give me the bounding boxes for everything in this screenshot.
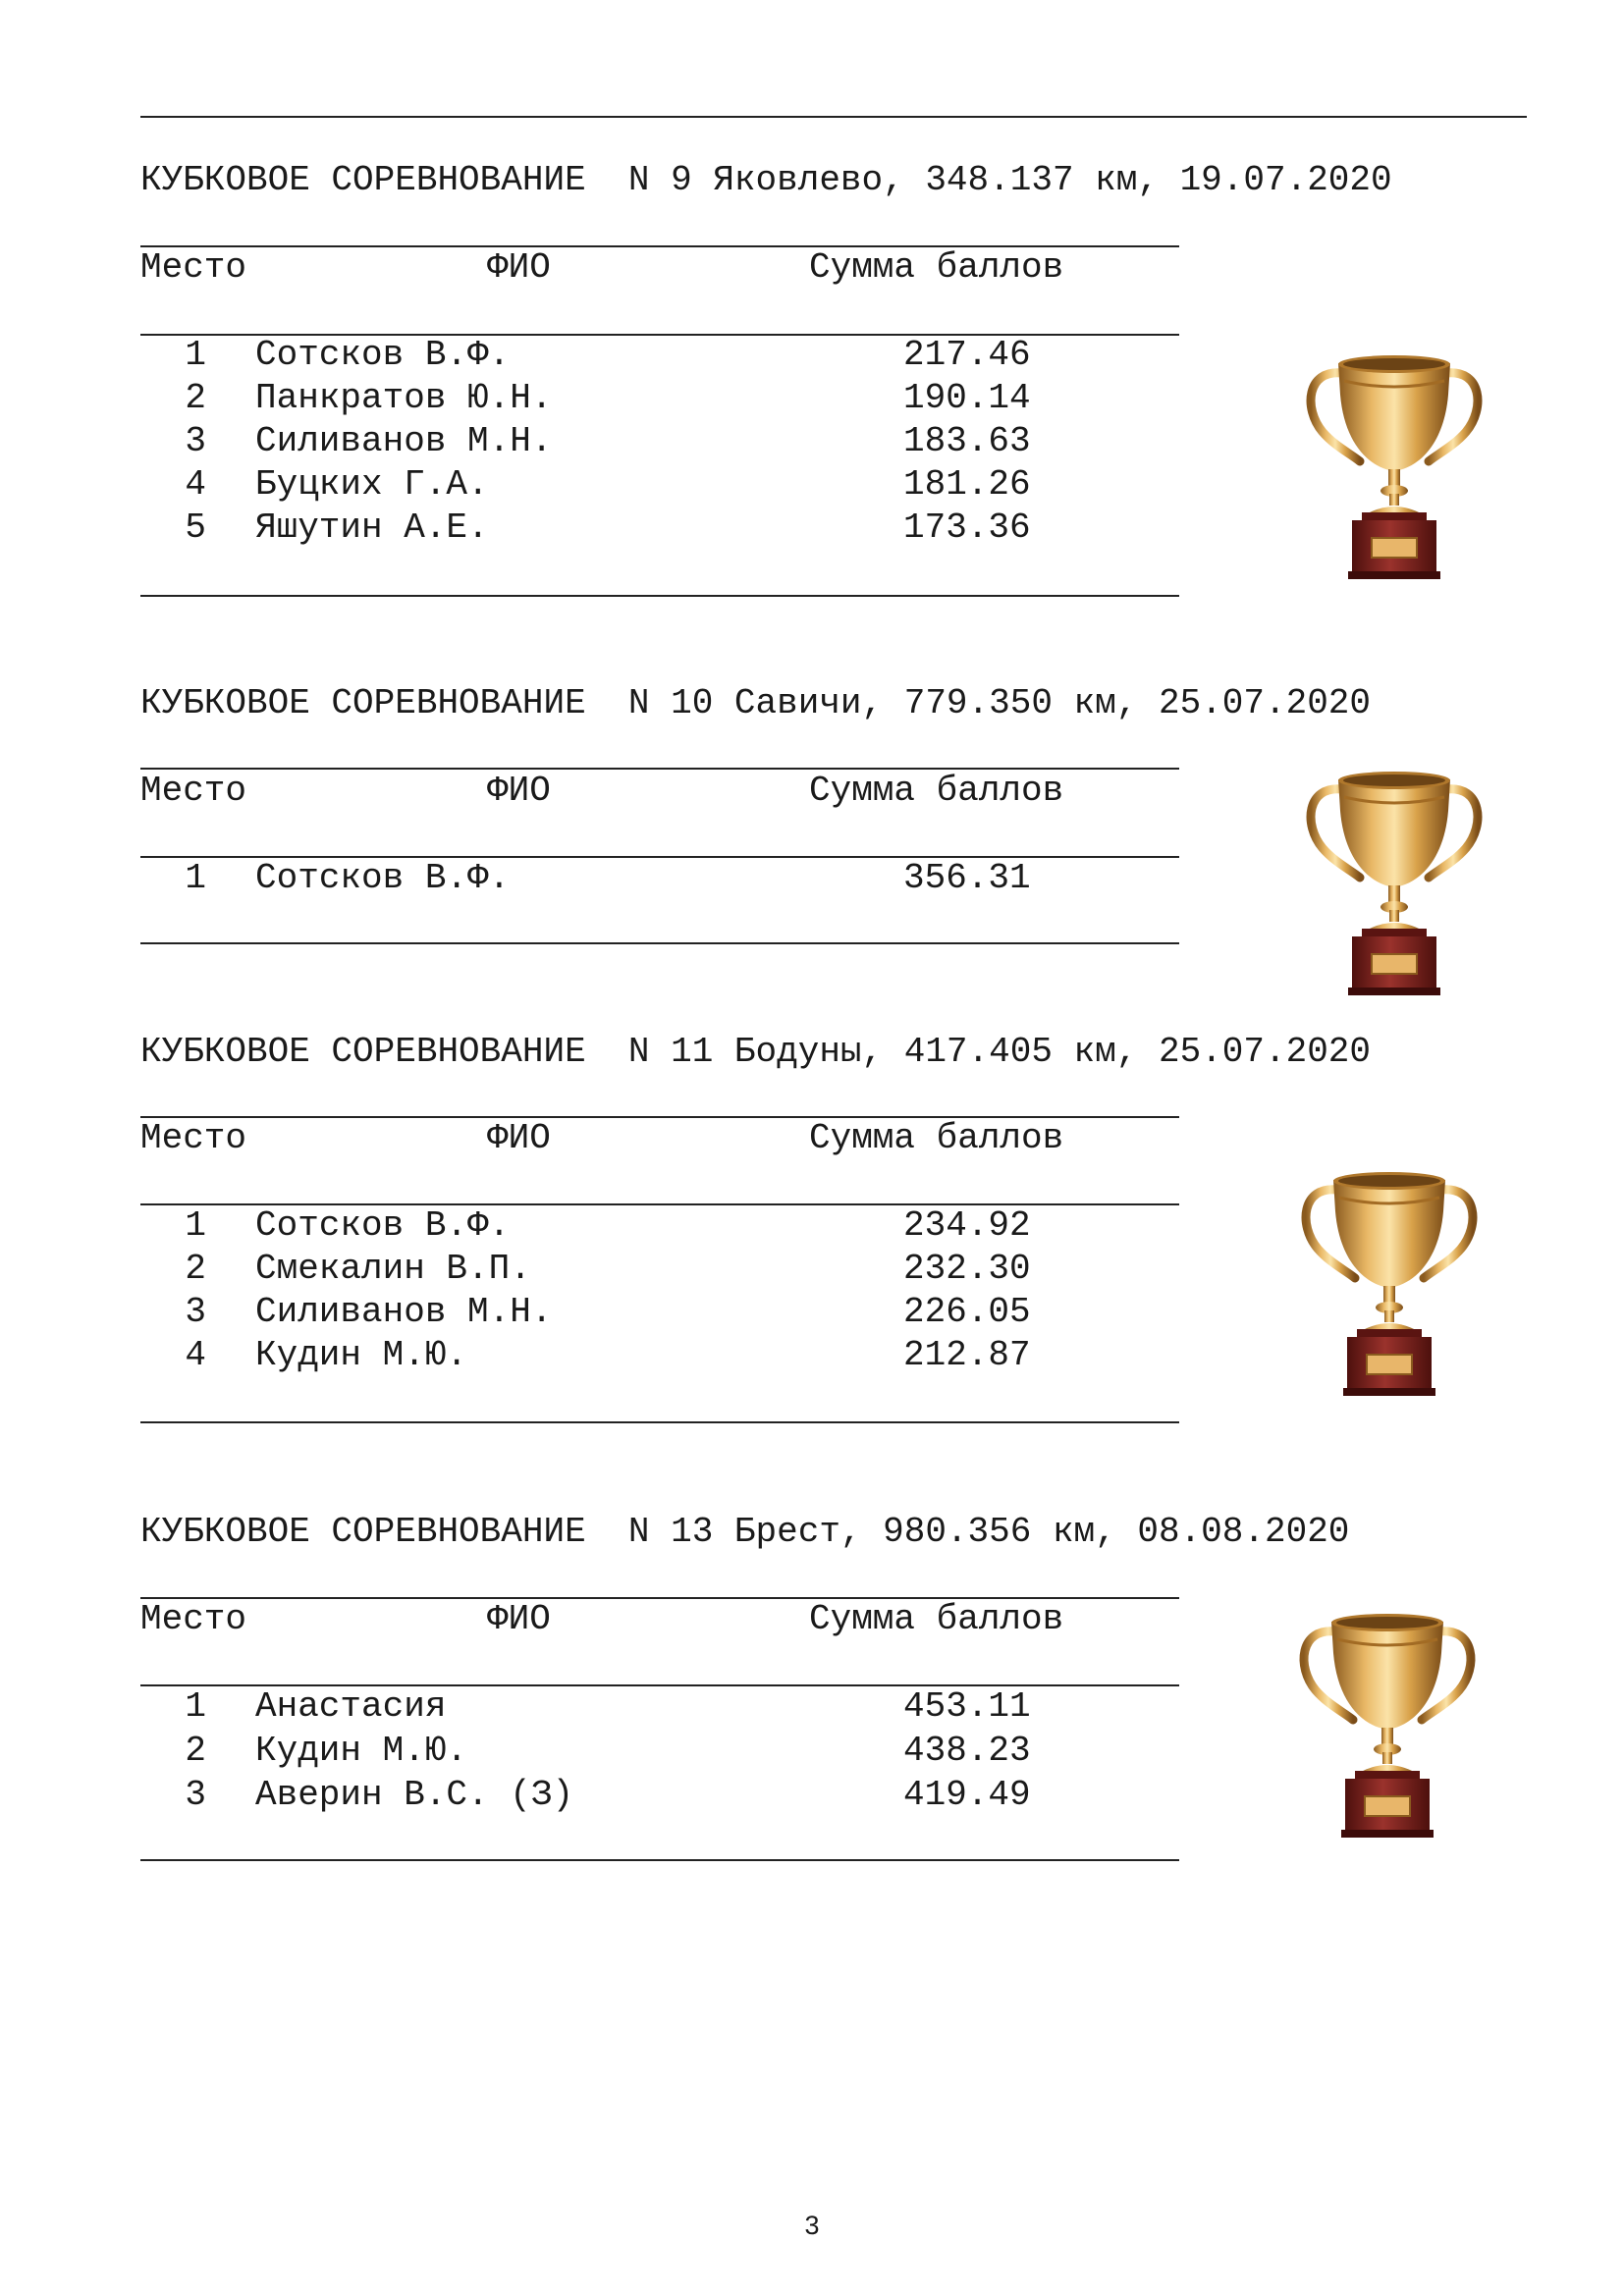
row-place: 2 (185, 378, 206, 418)
page-number: 3 (804, 2211, 820, 2240)
row-score: 181.26 (903, 464, 1031, 505)
column-header-place: Место (140, 247, 247, 288)
row-name: Панкратов Ю.Н. (255, 378, 553, 418)
row-score: 234.92 (903, 1205, 1031, 1246)
column-header-fio: ФИО (487, 247, 551, 288)
row-name: Силиванов М.Н. (255, 1292, 553, 1332)
column-header-fio: ФИО (487, 1118, 551, 1158)
row-score: 226.05 (903, 1292, 1031, 1332)
trophy-cup-icon (1296, 1168, 1483, 1398)
row-name: Смекалин В.П. (255, 1249, 531, 1289)
row-score: 419.49 (903, 1775, 1031, 1815)
trophy-cup-icon (1301, 768, 1488, 997)
top-divider (140, 116, 1527, 118)
row-score: 356.31 (903, 858, 1031, 898)
table-bottom-rule (140, 942, 1179, 944)
trophy-cup-icon (1301, 351, 1488, 581)
column-header-fio: ФИО (487, 771, 551, 811)
row-name: Сотсков В.Ф. (255, 858, 511, 898)
row-place: 4 (185, 1335, 206, 1375)
column-header-place: Место (140, 1118, 247, 1158)
row-score: 232.30 (903, 1249, 1031, 1289)
row-score: 212.87 (903, 1335, 1031, 1375)
row-name: Силиванов М.Н. (255, 421, 553, 461)
row-name: Анастасия (255, 1686, 447, 1727)
row-place: 4 (185, 464, 206, 505)
row-name: Буцких Г.А. (255, 464, 489, 505)
table-top-rule (140, 768, 1179, 770)
row-score: 438.23 (903, 1731, 1031, 1771)
competition-title: КУБКОВОЕ СОРЕВНОВАНИЕ N 13 Брест, 980.356 км, 08.08.2020 (140, 1512, 1350, 1552)
row-place: 5 (185, 507, 206, 548)
row-name: Аверин В.С. (З) (255, 1775, 574, 1815)
row-name: Сотсков В.Ф. (255, 335, 511, 375)
row-place: 1 (185, 858, 206, 898)
column-header-place: Место (140, 1599, 247, 1639)
row-place: 3 (185, 1775, 206, 1815)
row-score: 190.14 (903, 378, 1031, 418)
row-place: 1 (185, 335, 206, 375)
row-score: 453.11 (903, 1686, 1031, 1727)
table-bottom-rule (140, 595, 1179, 597)
row-place: 3 (185, 1292, 206, 1332)
row-name: Кудин М.Ю. (255, 1731, 468, 1771)
competition-title: КУБКОВОЕ СОРЕВНОВАНИЕ N 10 Савичи, 779.350 км, 25.07.2020 (140, 683, 1372, 723)
row-score: 173.36 (903, 507, 1031, 548)
competition-title: КУБКОВОЕ СОРЕВНОВАНИЕ N 11 Бодуны, 417.405 км, 25.07.2020 (140, 1032, 1372, 1072)
row-place: 3 (185, 421, 206, 461)
competition-title: КУБКОВОЕ СОРЕВНОВАНИЕ N 9 Яковлево, 348.137 км, 19.07.2020 (140, 160, 1392, 200)
table-bottom-rule (140, 1421, 1179, 1423)
row-score: 217.46 (903, 335, 1031, 375)
column-header-place: Место (140, 771, 247, 811)
row-score: 183.63 (903, 421, 1031, 461)
row-name: Яшутин А.Е. (255, 507, 489, 548)
column-header-fio: ФИО (487, 1599, 551, 1639)
column-header-sum: Сумма баллов (809, 1599, 1064, 1639)
row-name: Кудин М.Ю. (255, 1335, 468, 1375)
column-header-sum: Сумма баллов (809, 247, 1064, 288)
row-place: 1 (185, 1205, 206, 1246)
column-header-sum: Сумма баллов (809, 771, 1064, 811)
row-place: 2 (185, 1249, 206, 1289)
row-place: 2 (185, 1731, 206, 1771)
row-name: Сотсков В.Ф. (255, 1205, 511, 1246)
column-header-sum: Сумма баллов (809, 1118, 1064, 1158)
trophy-cup-icon (1294, 1610, 1481, 1840)
row-place: 1 (185, 1686, 206, 1727)
table-bottom-rule (140, 1859, 1179, 1861)
